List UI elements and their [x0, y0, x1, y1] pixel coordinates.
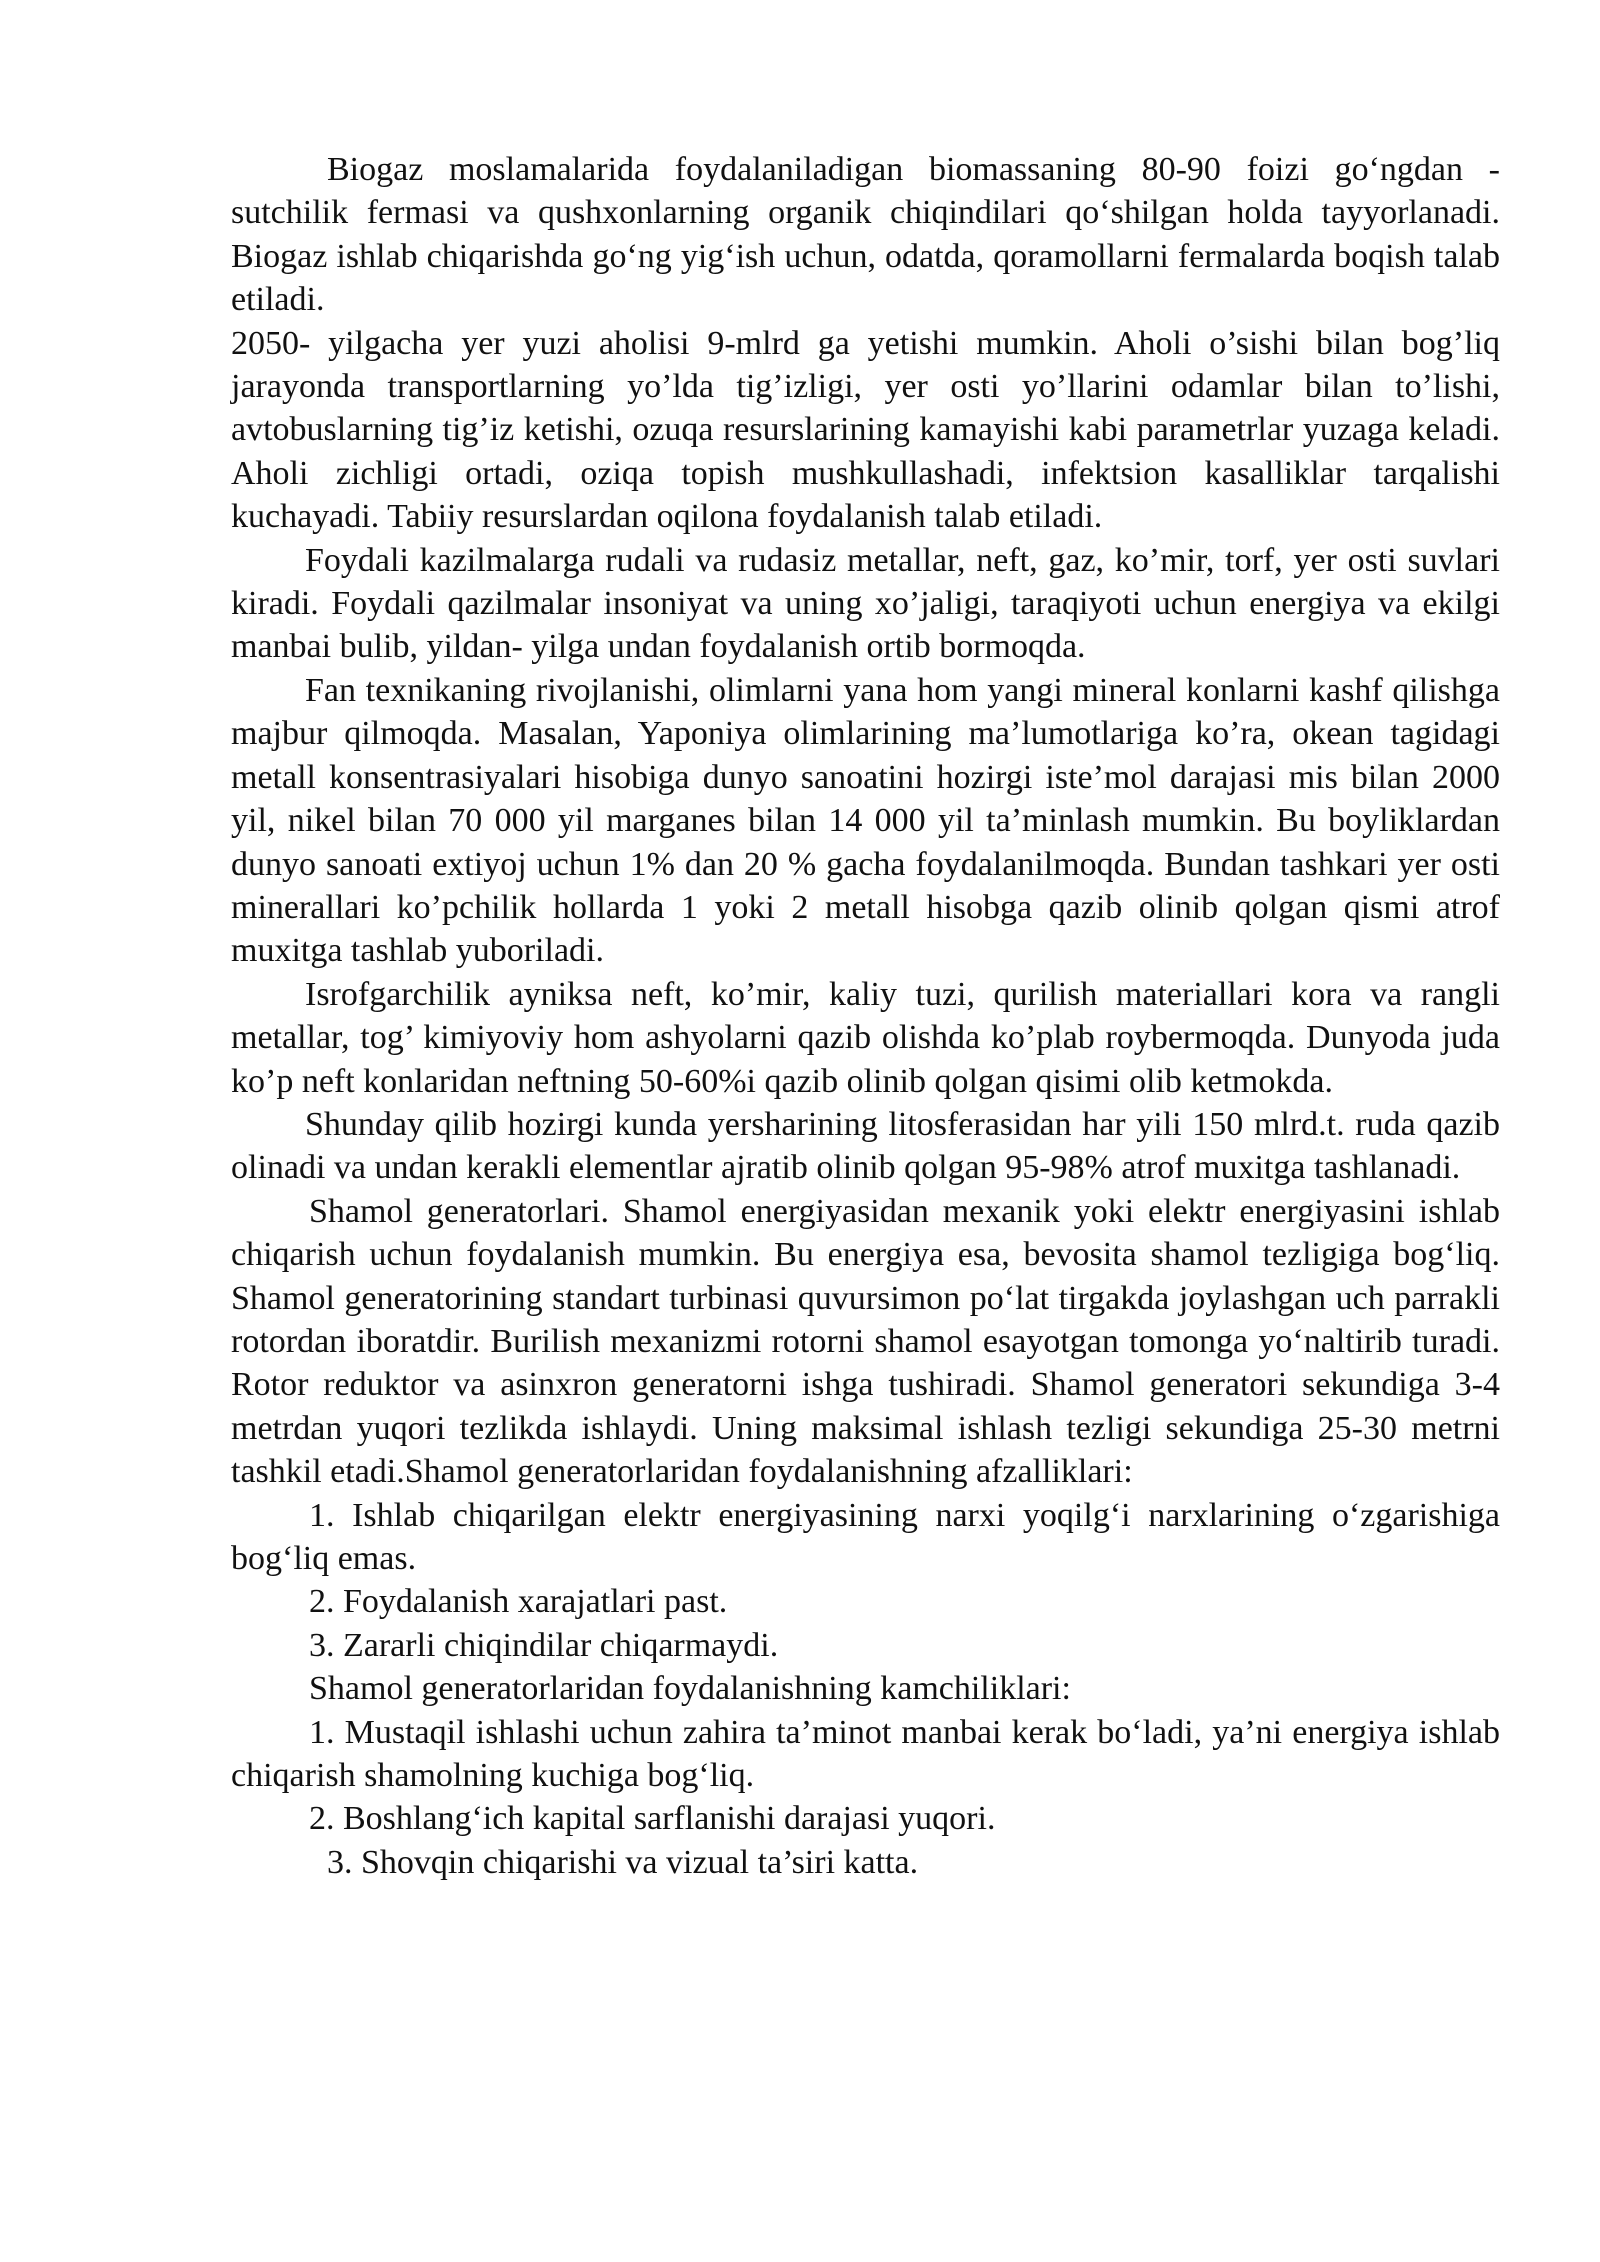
advantage-item-1: 1. Ishlab chiqarilgan elektr energiyasining narxi yoqilg‘i narxlarining o‘zgarishiga bog‘liq emas.: [231, 1496, 1500, 1577]
paragraph-lithosphere: Shunday qilib hozirgi kunda yersharining litosferasidan har yili 150 mlrd.t. ruda qazib olinadi va undan kerakli elementlar ajratib olinib qolgan 95-98% atrof muxitga tashlanadi.: [231, 1105, 1500, 1187]
paragraph-science: Fan texnikaning rivojlanishi, olimlarni yana hom yangi mineral konlarni kashf qilishga majbur qilmoqda. Masalan, Yaponiya olimlarining ma’lumotlariga ko’ra, okean tagidagi metall konsentrasiyalari hisobiga dunyo sanoatini hozirgi iste’mol darajasi mis bilan 2000 yil, nikel bilan 70 000 yil marganes bilan 14 000 yil ta’minlash mumkin. Bu boyliklardan dunyo sanoati extiyoj uchun 1% dan 20 % gacha foydalanilmoqda. Bundan tashkari yer osti minerallari ko’pchilik hollarda 1 yoki 2 metall hisobga qazib olinib qolgan qismi atrof muxitga tashlab yuboriladi.: [231, 671, 1500, 970]
disadvantage-item-1: 1. Mustaqil ishlashi uchun zahira ta’minot manbai kerak bo‘ladi, ya’ni energiya ishlab chiqarish shamolning kuchiga bog‘liq.: [231, 1713, 1500, 1795]
disadvantage-item-2: 2. Boshlang‘ich kapital sarflanishi darajasi yuqori.: [309, 1800, 996, 1838]
disadvantage-item-3: 3. Shovqin chiqarishi va vizual ta’siri katta.: [327, 1843, 919, 1881]
paragraph-wind-generators: Shamol generatorlari. Shamol energiyasidan mexanik yoki elektr energiyasini ishlab chiqarish uchun foydalanish mumkin. Bu energiya esa, bevosita shamol tezligiga bog‘liq. Shamol generatorining standart turbinasi quvursimon po‘lat tirgakda joylashgan uch parrakli rotordan iboratdir. Burilish mexanizmi rotorni shamol esayotgan tomonga yo‘naltirib turadi. Rotor reduktor va asinxron generatorni ishga tushiradi. Shamol generatori sekundiga 3-4 metrdan yuqori tezlikda ishlaydi. Uning maksimal ishlash tezligi sekundiga 25-30 metrni tashkil etadi.Shamol generatorlaridan foydalanishning afzalliklari:: [231, 1192, 1500, 1491]
paragraph-waste: Isrofgarchilik ayniksa neft, ko’mir, kaliy tuzi, qurilish materiallari kora va rangli metallar, tog’ kimiyoviy hom ashyolarni qazib olishda ko’plab roybermoqda. Dunyoda juda ko’p neft konlaridan neftning 50-60%i qazib olinib qolgan qisimi olib ketmokda.: [231, 975, 1500, 1100]
document-page: [231, 148, 1500, 1884]
advantage-item-2: 2. Foydalanish xarajatlari past.: [309, 1583, 728, 1621]
paragraph-population: 2050- yilgacha yer yuzi aholisi 9-mlrd ga yetishi mumkin. Aholi o’sishi bilan bog’liq jarayonda transportlarning yo’lda tig’izligi, yer osti yo’llarini odamlar bilan to’lishi, avtobuslarning tig’iz ketishi, ozuqa resurslarining kamayishi kabi parametrlar yuzaga keladi. Aholi zichligi ortadi, oziqa topish mushkullashadi, infektsion kasalliklar tarqalishi kuchayadi. Tabiiy resurslardan oqilona foydalanish talab etiladi.: [231, 324, 1500, 536]
paragraph-minerals: Foydali kazilmalarga rudali va rudasiz metallar, neft, gaz, ko’mir, torf, yer osti suvlari kiradi. Foydali qazilmalar insoniyat va uning xo’jaligi, taraqiyoti uchun energiya va ekilgi manbai bulib, yildan- yilga undan foydalanish ortib bormoqda.: [231, 541, 1500, 666]
paragraph-biogas: Biogaz moslamalarida foydalaniladigan biomassaning 80-90 foizi go‘ngdan - sutchilik fermasi va qushxonlarning organik chiqindilari qo‘shilgan holda tayyorlanadi. Biogaz ishlab chiqarishda go‘ng yig‘ish uchun, odatda, qoramollarni fermalarda boqish talab etiladi.: [231, 151, 1500, 319]
disadvantages-heading: Shamol generatorlaridan foydalanishning kamchiliklari:: [309, 1670, 1071, 1708]
advantage-item-3: 3. Zararli chiqindilar chiqarmaydi.: [309, 1626, 779, 1664]
